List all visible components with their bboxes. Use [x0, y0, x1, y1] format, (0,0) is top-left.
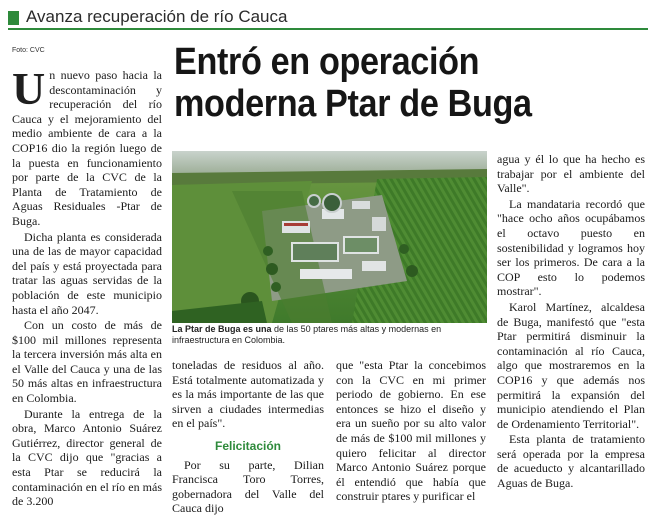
paragraph: que "esta Ptar la concebimos con la CVC en mi primer periodo de gobierno. En ese entonces se hizo el diseño y era un sueño por su alto valor de más de $100 mil millones y quiero felicitar al director Marco Antonio Suárez porque él entendió que había que construir ptares y purificar el	[336, 358, 486, 504]
headline	[174, 41, 601, 125]
paragraph: Con un costo de más de $100 mil millones representa la tercera inversión más alta en el Valle del Cauca y una de las 50 más altas en infraestructura en Colombia.	[12, 318, 162, 406]
photo-illustration	[172, 151, 487, 323]
caption-lead: La Ptar de Buga es una	[172, 324, 272, 334]
paragraph: Karol Martínez, alcaldesa de Buga, manifestó que "esta Ptar permitirá disminuir la contaminación al río Cauca, algo que mostraremos en la COP16 y que además nos permitirá la expansión del municipio atendiendo el Plan de Ordenamiento Territorial".	[497, 299, 645, 431]
plant-aerial-photo	[172, 151, 487, 323]
section-marker	[8, 11, 19, 25]
section-title: Avanza recuperación de río Cauca	[26, 7, 288, 26]
article-column-2	[172, 358, 324, 517]
drop-cap: U	[12, 63, 46, 114]
headline-line-1: Entró en operación	[174, 41, 480, 83]
paragraph: Durante la entrega de la obra, Marco Antonio Suárez Gutiérrez, director general de la CVC dijo que "gracias a esta Ptar se reducirá la contaminación en el río en más de 3.200	[12, 406, 162, 509]
paragraph: La mandataria recordó que "hace ocho años ocupábamos el octavo puesto en sostenibilidad y logramos hoy ser los primeros. De cara a la COP esto lo podemos mostrar".	[497, 196, 645, 299]
article-column-1	[12, 63, 162, 510]
headline-line-2: moderna Ptar de Buga	[174, 83, 532, 125]
paragraph: Esta planta de tratamiento será operada por la empresa de acueducto y alcantarillado Aguas de Buga.	[497, 432, 645, 491]
caption-text: de las 50 ptares más altas y modernas en infraestructura en Colombia.	[172, 324, 442, 345]
paragraph: Un nuevo paso hacia la descontaminación y recuperación del río Cauca y el mejoramiento del medio ambiente de cara a la COP16 dio la región luego de la puesta en funcionamiento por parte de la CVC de la Planta de Tratamiento de Aguas Residuales -Ptar de Buga.	[12, 63, 162, 228]
photo-credit: Foto: CVC	[12, 47, 45, 54]
article-column-4	[497, 152, 645, 492]
section-header	[8, 8, 648, 30]
subhead-felicitacion: Felicitación	[214, 438, 282, 453]
article-column-3	[336, 358, 486, 505]
photo-caption	[172, 324, 487, 346]
paragraph: Dicha planta es considerada una de las de mayor capacidad del país y está proyectada para tratar las aguas servidas de la población de este municipio hasta el año 2047.	[12, 229, 162, 317]
paragraph: Por su parte, Dilian Francisca Toro Torres, gobernadora del Valle del Cauca dijo	[172, 457, 324, 516]
paragraph: toneladas de residuos al año. Está totalmente automatizada y es la más importante de las que sirven a ciudades intermedias en el país".	[172, 358, 324, 431]
paragraph: agua y él lo que ha hecho es trabajar por el ambiente del Valle".	[497, 152, 645, 196]
